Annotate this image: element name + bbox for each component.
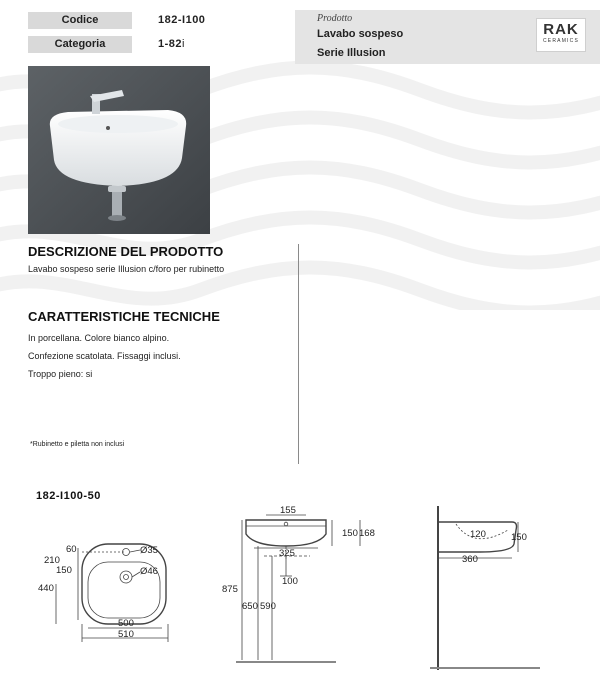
dim-360: 360 [462, 554, 478, 565]
dim-155: 155 [280, 505, 296, 516]
dim-150-top: 150 [56, 565, 72, 576]
dim-60: 60 [66, 544, 77, 555]
logo-sub-text: CERAMICS [543, 38, 579, 44]
categoria-value [158, 36, 185, 53]
categoria-number: 1-82 [158, 38, 183, 50]
categoria-suffix: i [182, 38, 185, 50]
specs-title: CARATTERISTICHE TECNICHE [28, 309, 220, 324]
footnote: *Rubinetto e piletta non inclusi [30, 441, 125, 448]
product-box [295, 10, 600, 64]
dim-100: 100 [282, 576, 298, 587]
product-line-2: Serie Illusion [317, 47, 386, 59]
dim-120: 120 [470, 529, 486, 540]
column-divider [298, 244, 299, 464]
dim-510: 510 [118, 629, 134, 640]
logo-main-text: RAK [543, 21, 579, 38]
spec-line-2: Confezione scatolata. Fissaggi inclusi. [28, 351, 181, 361]
product-line-1: Lavabo sospeso [317, 28, 404, 40]
rak-ceramics-logo [536, 18, 586, 52]
drawing-code: 182-I100-50 [36, 490, 101, 502]
categoria-label: Categoria [28, 36, 132, 53]
codice-value: 182-I100 [158, 14, 206, 26]
dim-590: 590 [260, 601, 276, 612]
dim-650: 650 [242, 601, 258, 612]
dim-150-front: 150 [342, 528, 358, 539]
dim-d35: Ø35 [140, 545, 158, 556]
description-title: DESCRIZIONE DEL PRODOTTO [28, 244, 224, 259]
technical-drawings [0, 500, 600, 696]
dim-875: 875 [222, 584, 238, 595]
dim-150-side: 150 [511, 532, 527, 543]
description-text: Lavabo sospeso serie Illusion c/foro per rubinetto [28, 264, 225, 274]
dim-500: 500 [118, 618, 134, 629]
dim-168: 168 [359, 528, 375, 539]
product-label: Prodotto [317, 13, 353, 24]
spec-line-1: In porcellana. Colore bianco alpino. [28, 333, 170, 343]
dim-440: 440 [38, 583, 54, 594]
dim-d46: Ø46 [140, 566, 158, 577]
codice-label: Codice [28, 12, 132, 29]
dim-325: 325 [279, 548, 295, 559]
dim-210: 210 [44, 555, 60, 566]
product-photo [28, 66, 210, 234]
spec-line-3: Troppo pieno: si [28, 369, 93, 379]
